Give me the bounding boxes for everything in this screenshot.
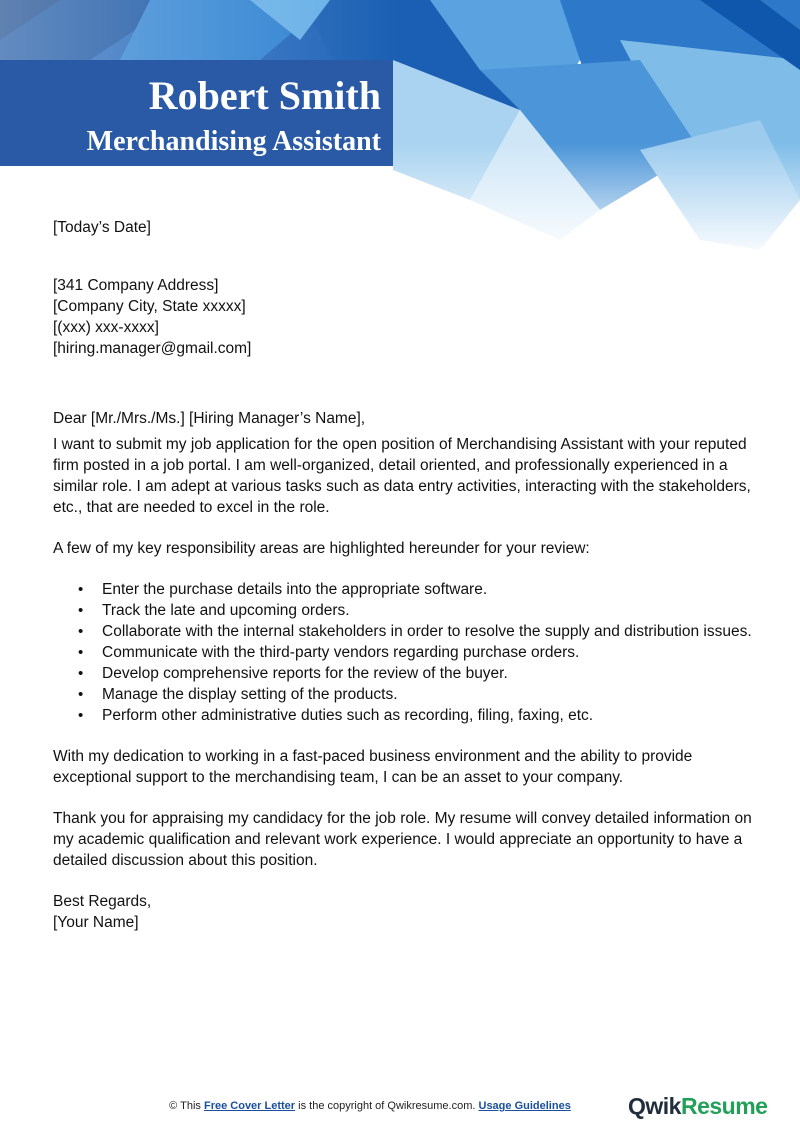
list-item: • Track the late and upcoming orders.	[102, 600, 753, 621]
recipient-phone: [(xxx) xxx-xxxx]	[53, 319, 159, 336]
list-item: • Develop comprehensive reports for the review of the buyer.	[102, 663, 753, 684]
list-item: • Enter the purchase details into the appropriate software.	[102, 579, 753, 600]
applicant-job-title: Merchandising Assistant	[86, 126, 381, 157]
recipient-city: [Company City, State xxxxx]	[53, 298, 246, 315]
closing-paragraph: Thank you for appraising my candidacy for the job role. My resume will convey detailed information on my academic qualification and relevant work experience. I would appreciate an opportunity to have a detailed discussion about this position.	[53, 810, 752, 869]
list-item: • Collaborate with the internal stakeholders in order to resolve the supply and distribution issues.	[102, 621, 753, 642]
sign-off: Best Regards,	[53, 893, 152, 910]
logo-part-resume: Resume	[680, 1093, 768, 1119]
list-item: • Communicate with the third-party vendors regarding purchase orders.	[102, 642, 753, 663]
free-cover-letter-link[interactable]: Free Cover Letter	[203, 1100, 296, 1112]
letter-date: [Today’s Date]	[53, 219, 151, 236]
salutation: Dear [Mr./Mrs./Ms.] [Hiring Manager’s Name],	[53, 410, 366, 427]
footer-middle: is the copyright of Qwikresume.com.	[298, 1100, 476, 1112]
signature: [Your Name]	[53, 914, 139, 931]
footer-prefix: © This	[169, 1100, 201, 1112]
applicant-name: Robert Smith	[148, 73, 381, 118]
dedication-paragraph: With my dedication to working in a fast-paced business environment and the ability to provide exceptional support to the merchandising team, I can be an asset to your company.	[53, 748, 693, 786]
list-intro: A few of my key responsibility areas are highlighted hereunder for your review:	[53, 540, 590, 557]
recipient-email: [hiring.manager@gmail.com]	[53, 340, 252, 357]
usage-guidelines-link[interactable]: Usage Guidelines	[478, 1100, 571, 1112]
responsibilities-list	[53, 579, 753, 726]
recipient-address: [341 Company Address]	[53, 277, 219, 294]
logo-part-qwik: Qwik	[628, 1093, 681, 1119]
list-item: • Manage the display setting of the products.	[102, 684, 753, 705]
qwikresume-logo	[628, 1093, 767, 1120]
letter-body	[53, 217, 753, 933]
header-name-block	[0, 60, 393, 166]
intro-paragraph: I want to submit my job application for the open position of Merchandising Assistant with your reputed firm posted in a job portal. I am well-organized, detail oriented, and professionally experienced in a similar role. I am adept at various tasks such as data entry activities, interacting with the stakeholders, etc., that are needed to excel in the role.	[53, 436, 751, 516]
list-item: • Perform other administrative duties such as recording, filing, faxing, etc.	[102, 705, 753, 726]
